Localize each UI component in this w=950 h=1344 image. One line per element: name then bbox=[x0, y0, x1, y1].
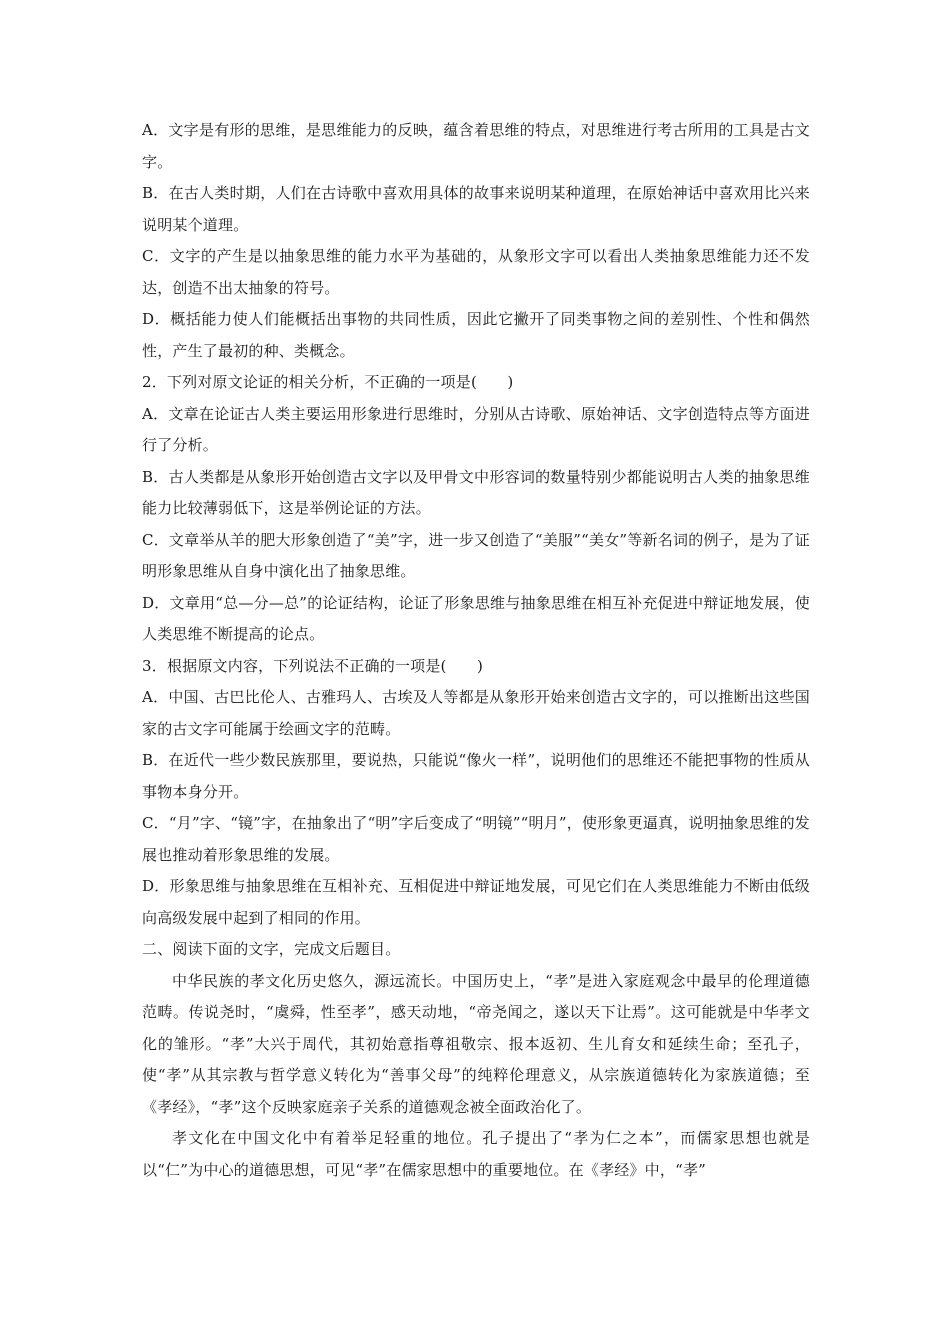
paragraph-q3-b: B．在近代一些少数民族那里，要说热，只能说“像火一样”，说明他们的思维还不能把事物的性质从事物本身分开。 bbox=[142, 751, 810, 801]
paragraph-q1-c: C．文字的产生是以抽象思维的能力水平为基础的，从象形文字可以看出人类抽象思维能力还不发达，创造不出太抽象的符号。 bbox=[142, 247, 810, 297]
paragraph-q3-c: C．“月”字、“镜”字，在抽象出了“明”字后变成了“明镜”“明月”，使形象更逼真，说明抽象思维的发展也推动着形象思维的发展。 bbox=[142, 814, 810, 864]
paragraph-q3-a: A．中国、古巴比伦人、古雅玛人、古埃及人等都是从象形开始来创造古文字的，可以推断出这些国家的古文字可能属于绘画文字的范畴。 bbox=[142, 688, 810, 738]
paragraph-q1-b: B．在古人类时期，人们在古诗歌中喜欢用具体的故事来说明某种道理，在原始神话中喜欢用比兴来说明某个道理。 bbox=[142, 184, 810, 234]
paragraph-q2-b: B．古人类都是从象形开始创造古文字以及甲骨文中形容词的数量特别少都能说明古人类的抽象思维能力比较薄弱低下，这是举例论证的方法。 bbox=[142, 467, 810, 517]
paragraph-q1-d: D．概括能力使人们能概括出事物的共同性质，因此它撇开了同类事物之间的差别性、个性和偶然性，产生了最初的种、类概念。 bbox=[142, 310, 810, 360]
paragraph-q2-d: D．文章用“总—分—总”的论证结构，论证了形象思维与抽象思维在相互补充促进中辩证地发展，使人类思维不断提高的论点。 bbox=[142, 593, 810, 643]
paragraph-q3-d: D．形象思维与抽象思维在互相补充、互相促进中辩证地发展，可见它们在人类思维能力不断由低级向高级发展中起到了相同的作用。 bbox=[142, 877, 810, 927]
paragraph-section-2: 二、阅读下面的文字，完成文后题目。 bbox=[142, 940, 401, 958]
paragraph-q2-stem: 2．下列对原文论证的相关分析，不正确的一项是( ) bbox=[142, 373, 514, 391]
paragraph-q2-c: C．文章举从羊的肥大形象创造了“美”字，进一步又创造了“美服”“美女”等新名词的例子，是为了证明形象思维从自身中演化出了抽象思维。 bbox=[142, 530, 810, 580]
paragraph-passage-1: 中华民族的孝文化历史悠久，源远流长。中国历史上，“孝”是进入家庭观念中最早的伦理道德范畴。传说尧时，“虞舜，性至孝”，感天动地，“帝尧闻之，遂以天下让焉”。这可能就是中华孝文化的雏形。“孝”大兴于周代，其初始意指尊祖敬宗、报本返初、生儿育女和延续生命；至孔子，使“孝”从其宗教与哲学意义转化为“善事父母”的纯粹伦理意义，从宗族道德转化为家族道德；至《孝经》，“孝”这个反映家庭亲子关系的道德观念被全面政治化了。 bbox=[142, 971, 810, 1116]
paragraph-q3-stem: 3．根据原文内容，下列说法不正确的一项是( ) bbox=[142, 656, 484, 675]
paragraph-q1-a: A．文字是有形的思维，是思维能力的反映，蕴含着思维的特点，对思维进行考古所用的工具是古文字。 bbox=[142, 121, 810, 171]
paragraph-passage-2: 孝文化在中国文化中有着举足轻重的地位。孔子提出了“孝为仁之本”，而儒家思想也就是以“仁”为中心的道德思想，可见“孝”在儒家思想中的重要地位。在《孝经》中，“孝” bbox=[142, 1129, 810, 1179]
paragraph-q2-a: A．文章在论证古人类主要运用形象进行思维时，分别从古诗歌、原始神话、文字创造特点等方面进行了分析。 bbox=[142, 404, 810, 454]
document-page bbox=[142, 115, 810, 1186]
